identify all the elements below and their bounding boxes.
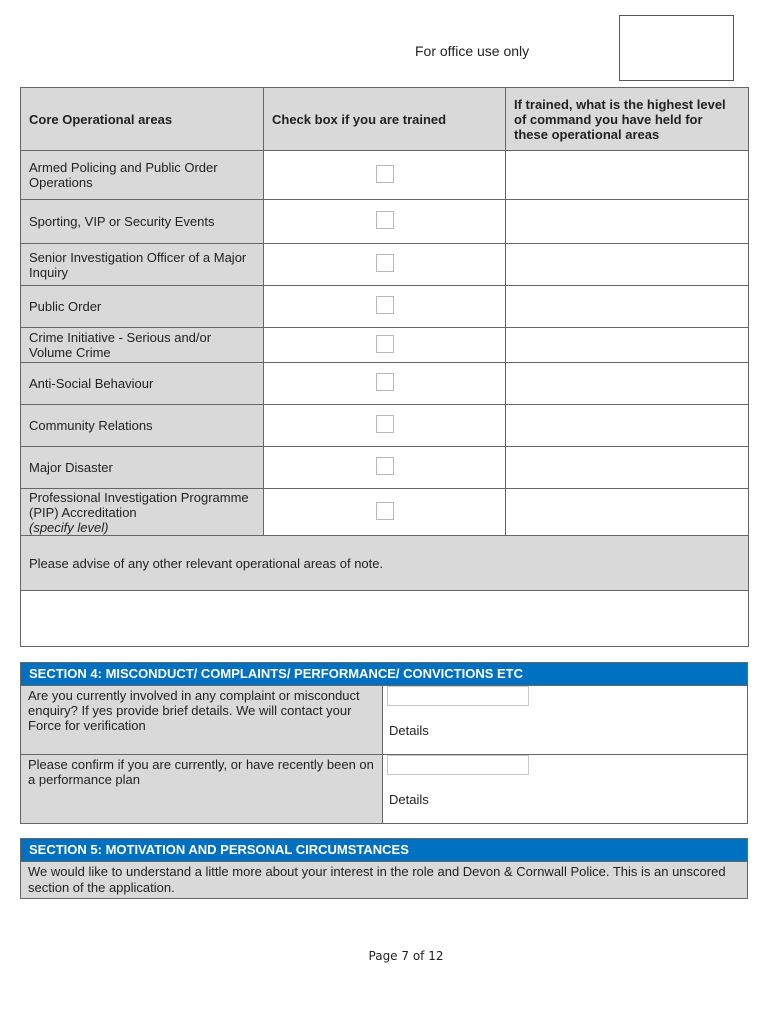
table-row <box>21 286 749 328</box>
core-operational-table <box>20 87 749 647</box>
row-label: Senior Investigation Officer of a Major Inquiry <box>21 244 264 286</box>
table-row <box>21 363 749 405</box>
row-label: Anti-Social Behaviour <box>21 363 264 405</box>
section-5-intro: We would like to understand a little more about your interest in the role and Devon & Cornwall Police. This is an unscored section of the application. <box>21 861 747 898</box>
table-row <box>21 489 749 536</box>
row-label: Public Order <box>21 286 264 328</box>
trained-checkbox[interactable] <box>376 457 394 475</box>
office-use-label: For office use only <box>415 43 530 59</box>
trained-checkbox[interactable] <box>376 335 394 353</box>
section-4-title: SECTION 4: MISCONDUCT/ COMPLAINTS/ PERFORMANCE/ CONVICTIONS ETC <box>21 663 747 685</box>
table-row <box>21 200 749 244</box>
trained-checkbox[interactable] <box>376 211 394 229</box>
row-label-note: (specify level) <box>29 519 109 535</box>
command-level-field[interactable] <box>506 328 749 363</box>
page-number: Page 7 of 12 <box>368 949 444 963</box>
section-5-title: SECTION 5: MOTIVATION AND PERSONAL CIRCUMSTANCES <box>21 839 747 861</box>
command-level-field[interactable] <box>506 447 749 489</box>
row-label <box>21 489 264 536</box>
table-row <box>21 244 749 286</box>
section-4 <box>20 662 748 824</box>
complaint-answer <box>383 686 747 754</box>
trained-checkbox[interactable] <box>376 296 394 314</box>
command-level-field[interactable] <box>506 489 749 536</box>
row-label: Crime Initiative - Serious and/or Volume Crime <box>21 328 264 363</box>
complaint-question: Are you currently involved in any complaint or misconduct enquiry? If yes provide brief details. We will contact your Force for verification <box>21 686 383 754</box>
col-header-command: If trained, what is the highest level of command you have held for these operational areas <box>506 88 749 151</box>
performance-details-label: Details <box>389 792 429 807</box>
command-level-field[interactable] <box>506 244 749 286</box>
performance-question: Please confirm if you are currently, or have recently been on a performance plan <box>21 755 383 823</box>
trained-checkbox[interactable] <box>376 502 394 520</box>
trained-checkbox[interactable] <box>376 373 394 391</box>
question-row <box>21 754 747 823</box>
command-level-field[interactable] <box>506 151 749 200</box>
section-5 <box>20 838 748 899</box>
table-row <box>21 405 749 447</box>
other-areas-prompt: Please advise of any other relevant operational areas of note. <box>21 536 749 591</box>
row-label: Major Disaster <box>21 447 264 489</box>
row-label-text: Professional Investigation Programme (PIP) Accreditation <box>29 489 249 520</box>
office-use-box <box>619 15 734 81</box>
performance-answer <box>383 755 747 823</box>
row-label: Sporting, VIP or Security Events <box>21 200 264 244</box>
question-row <box>21 685 747 754</box>
command-level-field[interactable] <box>506 405 749 447</box>
trained-checkbox[interactable] <box>376 415 394 433</box>
performance-input[interactable] <box>387 755 529 775</box>
table-row <box>21 151 749 200</box>
row-label: Armed Policing and Public Order Operations <box>21 151 264 200</box>
row-label: Community Relations <box>21 405 264 447</box>
command-level-field[interactable] <box>506 286 749 328</box>
complaint-input[interactable] <box>387 686 529 706</box>
command-level-field[interactable] <box>506 200 749 244</box>
col-header-areas: Core Operational areas <box>21 88 264 151</box>
table-row <box>21 328 749 363</box>
complaint-details-label: Details <box>389 723 429 738</box>
col-header-trained: Check box if you are trained <box>264 88 506 151</box>
other-areas-field[interactable] <box>21 591 749 647</box>
trained-checkbox[interactable] <box>376 165 394 183</box>
table-row <box>21 447 749 489</box>
trained-checkbox[interactable] <box>376 254 394 272</box>
command-level-field[interactable] <box>506 363 749 405</box>
